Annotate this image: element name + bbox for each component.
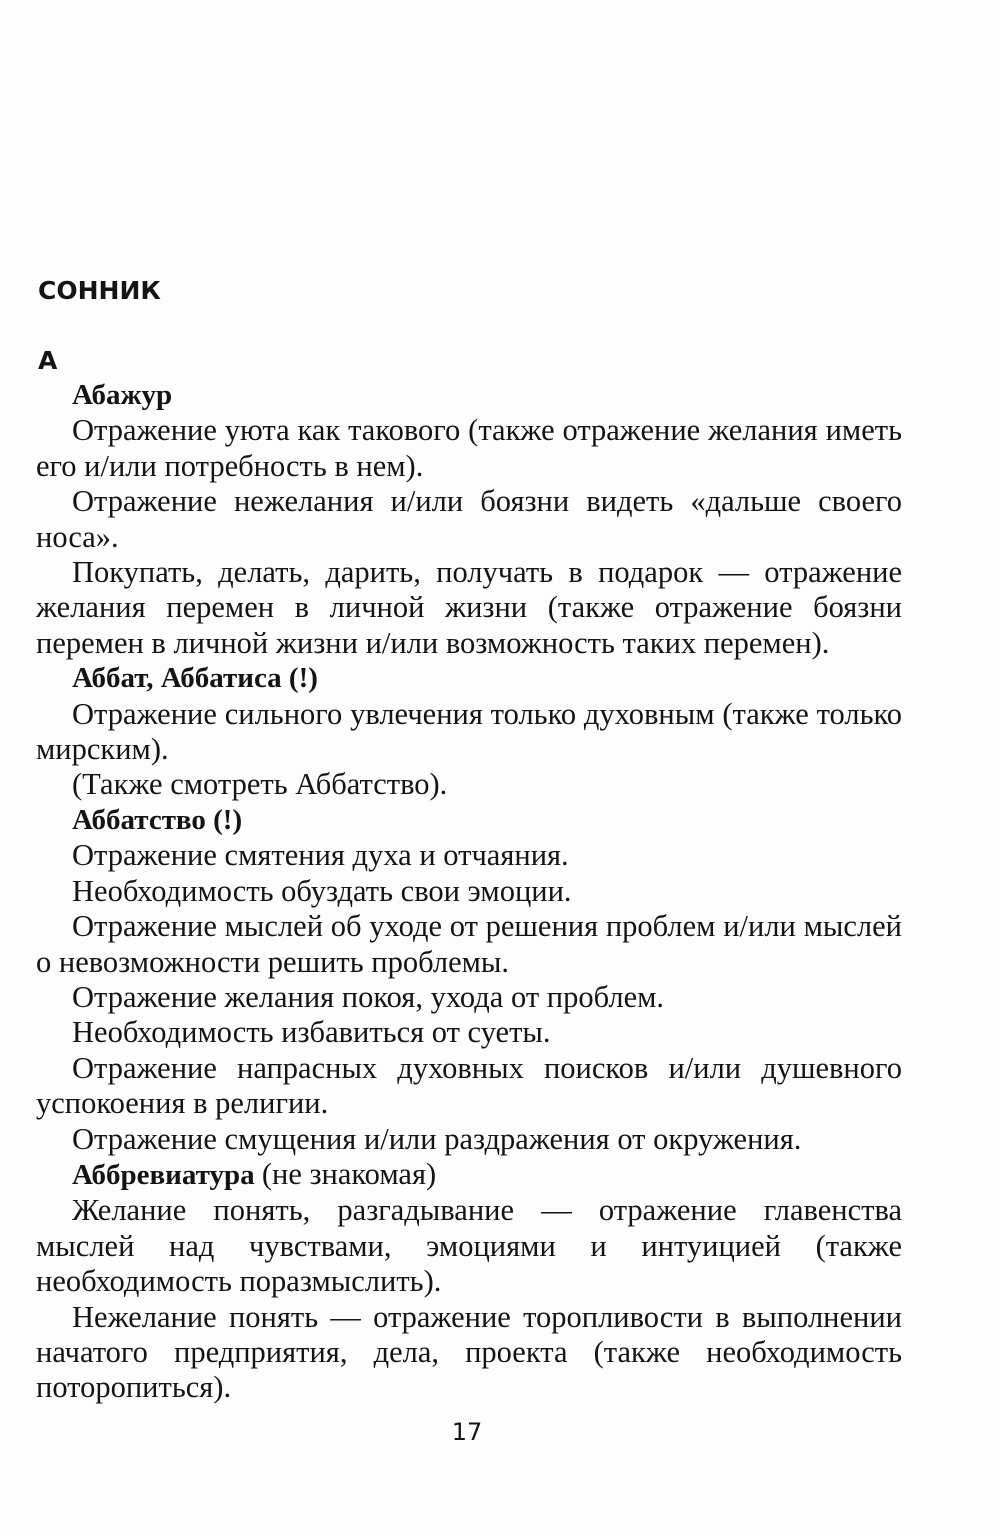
entry-heading-abbatstvo xyxy=(36,803,902,838)
entry-term: Абажур xyxy=(72,379,173,411)
entry-term: Аббревиатура xyxy=(72,1158,255,1191)
entry-paragraph: Отражение нежелания и/или боязни видеть «дальше своего носа». xyxy=(36,484,902,554)
dictionary-body xyxy=(36,378,902,1406)
entry-note: (не знакомая) xyxy=(261,1156,437,1191)
entry-paragraph: Отражение напрасных духовных поисков и/или душевного успокоения в религии. xyxy=(36,1050,902,1121)
entry-term: Аббатство (!) xyxy=(72,803,243,836)
entry-term: Аббат, Аббатиса (!) xyxy=(72,662,318,695)
entry-paragraph: Отражение смятения духа и отчаяния. xyxy=(72,838,569,873)
page-number: 17 xyxy=(451,1418,483,1446)
entry-paragraph: Отражение смущения и/или раздражения от окружения. xyxy=(72,1121,802,1156)
entry-paragraph: (Также смотреть Аббатство). xyxy=(72,767,448,802)
entry-paragraph: Отражение желания покоя, ухода от проблем. xyxy=(72,979,665,1014)
entry-paragraph: Необходимость избавиться от суеты. xyxy=(72,1015,551,1050)
entry-heading-abbreviatura xyxy=(36,1157,902,1193)
alphabet-letter-heading: А xyxy=(38,346,58,375)
entry-paragraph: Отражение уюта как такового (также отражение желания иметь его и/или потребность в нем). xyxy=(36,413,902,483)
entry-heading-abbat xyxy=(36,661,902,696)
entry-paragraph: Покупать, делать, дарить, получать в подарок — отражение желания перемен в личной жизни (также отражение боязни перемен в личной жизни и/или возможность таких перемен). xyxy=(36,555,902,660)
entry-heading-abazhur xyxy=(36,378,902,413)
entry-paragraph: Отражение сильного увлечения только духовным (также только мирским). xyxy=(36,696,902,767)
section-title: СОННИК xyxy=(38,276,161,305)
entry-paragraph: Необходимость обуздать свои эмоции. xyxy=(72,873,572,908)
entry-paragraph: Отражение мыслей об уходе от решения проблем и/или мыслей о невозможности решить проблемы. xyxy=(36,909,902,979)
entry-paragraph: Нежелание понять — отражение торопливости в выполнении начатого предприятия, дела, проекта (также необходимость поторопиться). xyxy=(36,1299,902,1405)
entry-paragraph: Желание понять, разгадывание — отражение главенства мыслей над чувствами, эмоциями и интуицией (также необходимость поразмыслить). xyxy=(36,1193,902,1299)
